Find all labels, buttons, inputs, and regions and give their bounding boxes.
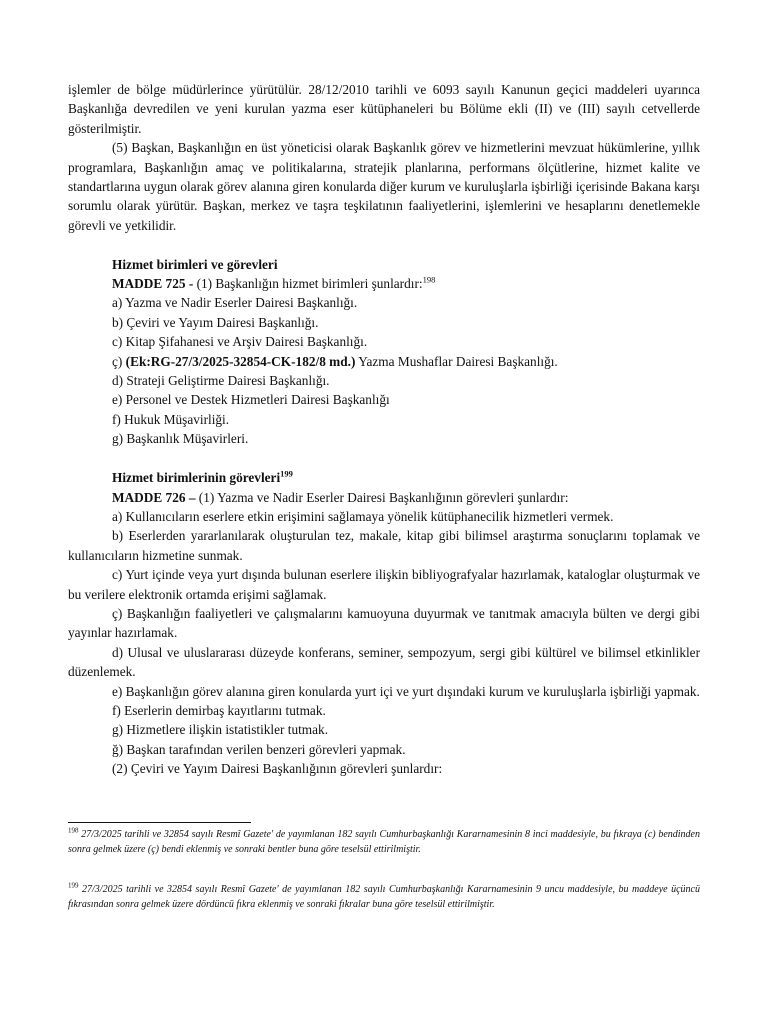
footnote-199 xyxy=(68,883,700,912)
list-item-amendment xyxy=(68,352,700,371)
list-item: c) Yurt içinde veya yurt dışında bulunan eserlere ilişkin bibliyografyalar hazırlamak, kataloglar oluşturmak ve bu verilere elektronik ortamda erişimi sağlamak. xyxy=(68,567,700,602)
footnote-number: 198 xyxy=(68,826,79,835)
list-item: b) Çeviri ve Yayım Dairesi Başkanlığı. xyxy=(112,314,319,330)
paragraph-continuation: işlemler de bölge müdürlerince yürütülür. 28/12/2010 tarihli ve 6093 sayılı Kanunun geçici maddeleri uyarınca Başkanlığa devredilen ve yeni kurulan yazma eser kütüphaneleri bu Bölüme ekli (II) ve (III) sayılı cetvellerde gösterilmiştir. xyxy=(68,82,700,136)
footnote-number: 199 xyxy=(68,881,79,890)
footnote-ref-199[interactable]: 199 xyxy=(280,468,293,479)
list-item: g) Hizmetlere ilişkin istatistikler tutmak. xyxy=(112,722,329,738)
list-item: b) Eserlerden yararlanılarak oluşturulan tez, makale, kitap gibi bilimsel araştırma sonuçlarını toplamak ve kullanıcıların hizmetine sunmak. xyxy=(68,528,700,563)
list-item: d) Ulusal ve uluslararası düzeyde konferans, seminer, sempozyum, sergi gibi kültürel ve bilimsel etkinlikler düzenlemek. xyxy=(68,644,700,680)
list-item: ç) Başkanlığın faaliyetleri ve çalışmalarını kamuoyuna duyurmak ve tanıtmak amacıyla bülten ve dergi gibi yayınlar hazırlamak. xyxy=(68,605,700,641)
list-item: c) Kitap Şifahanesi ve Arşiv Dairesi Başkanlığı. xyxy=(112,334,368,350)
list-item: f) Hukuk Müşavirliği. xyxy=(112,411,230,427)
list-item: e) Başkanlığın görev alanına giren konularda yurt içi ve yurt dışındaki kurum ve kuruluşlarla işbirliği yapmak. xyxy=(112,683,700,699)
footnote-198 xyxy=(68,828,700,857)
list-item-text: Yazma Mushaflar Dairesi Başkanlığı. xyxy=(355,353,558,369)
footnote-text: 27/3/2025 tarihli ve 32854 sayılı Resmî Gazete' de yayımlanan 182 sayılı Cumhurbaşkanlığı Kararnamesinin 8 inci maddesiyle, bu fıkraya (c) bendinden sonra gelmek üzere (ç) bendi eklenmiş ve sonraki bentler buna göre teselsül ettirilmiştir. xyxy=(68,829,700,855)
list-item: f) Eserlerin demirbaş kayıtlarını tutmak. xyxy=(112,702,326,718)
list-item: g) Başkanlık Müşavirleri. xyxy=(112,431,249,447)
madde-725-label: MADDE 725 - xyxy=(112,276,194,292)
madde-726-text: (1) Yazma ve Nadir Eserler Dairesi Başkanlığının görevleri şunlardır: xyxy=(195,489,569,505)
list-item: ğ) Başkan tarafından verilen benzeri görevleri yapmak. xyxy=(112,741,406,757)
list-item: (2) Çeviri ve Yayım Dairesi Başkanlığının görevleri şunlardır: xyxy=(112,761,443,777)
list-item: a) Kullanıcıların eserlere etkin erişimini sağlamaya yönelik kütüphanecilik hizmetleri vermek. xyxy=(112,508,614,524)
footnote-divider xyxy=(68,822,251,823)
section-heading-unit-duties xyxy=(68,468,700,487)
footnote-text: 27/3/2025 tarihli ve 32854 sayılı Resmî Gazete' de yayımlanan 182 sayılı Cumhurbaşkanlığı Kararnamesinin 9 uncu maddesiyle, bu maddeye üçüncü fıkrasından sonra gelmek üzere dördüncü fıkra eklenmiş ve sonraki fıkralar buna göre teselsül ettirilmiştir. xyxy=(68,884,700,910)
list-item: a) Yazma ve Nadir Eserler Dairesi Başkanlığı. xyxy=(112,295,358,311)
main-text xyxy=(68,80,700,779)
amendment-reference: (Ek:RG-27/3/2025-32854-CK-182/8 md.) xyxy=(125,353,356,369)
madde-726 xyxy=(68,488,700,507)
madde-725 xyxy=(68,274,700,293)
heading-text: Hizmet birimlerinin görevleri xyxy=(112,470,281,486)
footnote-ref-198[interactable]: 198 xyxy=(422,274,436,285)
list-item: e) Personel ve Destek Hizmetleri Dairesi Başkanlığı xyxy=(112,392,390,408)
paragraph-president-duties: (5) Başkan, Başkanlığın en üst yöneticisi olarak Başkanlık görev ve hizmetlerini mevzuat hükümlerine, yıllık programlara, Başkanlığın amaç ve politikalarına, stratejik planlarına, performans ölçütlerine, hizmet kalite ve standartlarına uygun olarak görev alanına giren konularda diğer kurum ve kuruluşlarla işbirliği içerisinde Bakana karşı sorumlu olarak yürütür. Başkan, merkez ve taşra teşkilatının faaliyetlerini, işlemlerini ve hesaplarını denetlemekle görevli ve yetkilidir. xyxy=(68,140,700,233)
madde-726-label: MADDE 726 – xyxy=(112,489,196,505)
list-item: d) Strateji Geliştirme Dairesi Başkanlığı. xyxy=(112,373,330,389)
madde-725-text: (1) Başkanlığın hizmet birimleri şunlardır: xyxy=(193,276,423,292)
section-heading-service-units: Hizmet birimleri ve görevleri xyxy=(112,256,278,272)
list-item-prefix: ç) xyxy=(112,353,126,369)
